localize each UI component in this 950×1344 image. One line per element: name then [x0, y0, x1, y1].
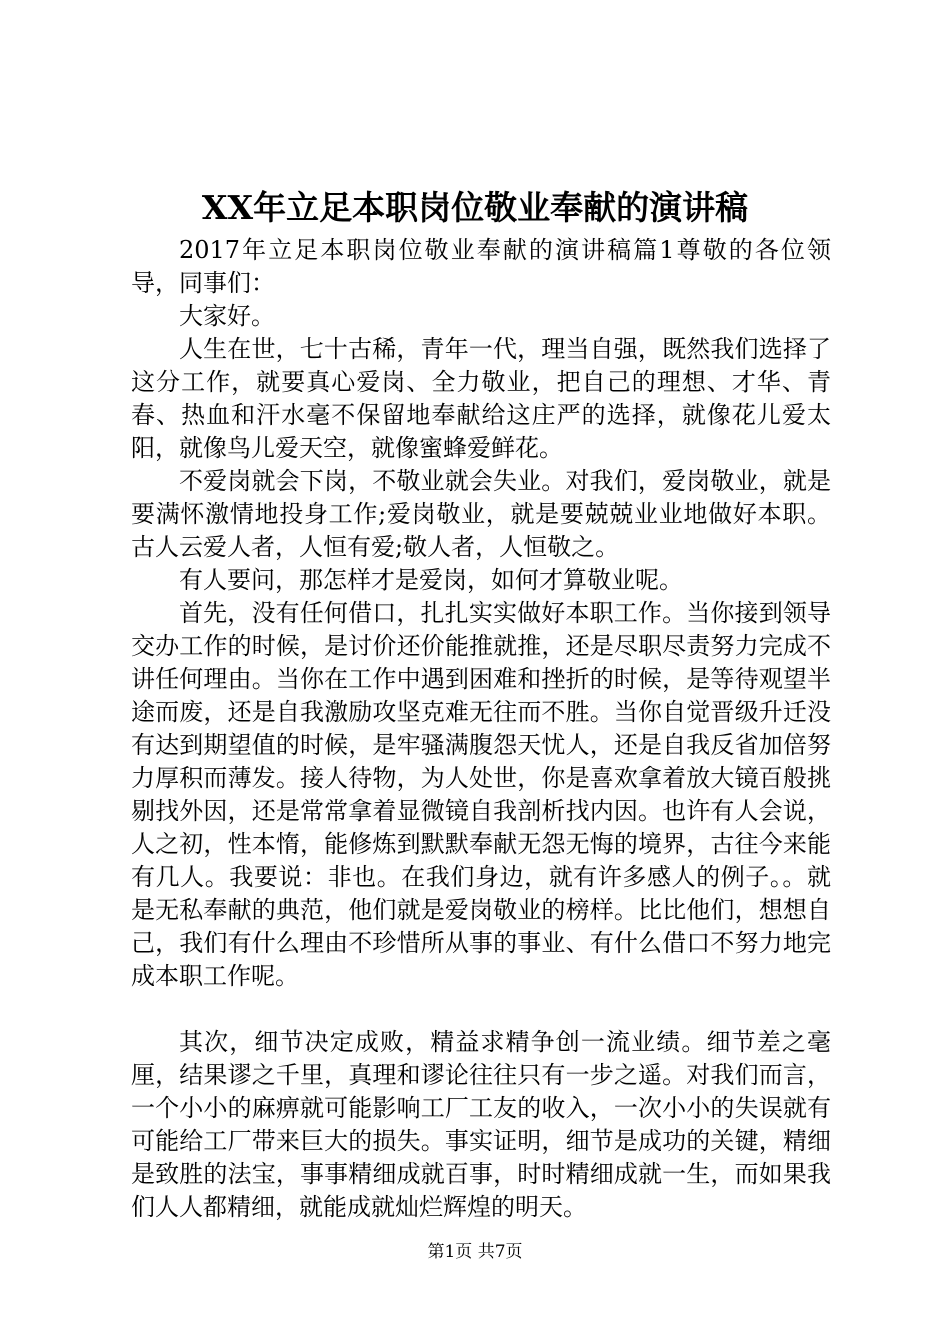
document-title: XX年立足本职岗位敬业奉献的演讲稿: [201, 188, 749, 227]
page-number-footer: 第1页 共7页: [427, 1242, 523, 1262]
paragraph-body: 人生在世，七十古稀，青年一代，理当自强，既然我们选择了这分工作，就要真心爱岗、全力敬业，把自己的理想、才华、青春、热血和汗水毫不保留地奉献给这庄严的选择，就像花儿爱太阳，就像鸟儿爱天空，就像蜜蜂爱鲜花。: [131, 335, 831, 462]
paragraph-body: 其次，细节决定成败，精益求精争创一流业绩。细节差之毫厘，结果谬之千里，真理和谬论往往只有一步之遥。对我们而言，一个小小的麻痹就可能影响工厂工友的收入，一次小小的失误就有可能给工厂带来巨大的损失。事实证明，细节是成功的关键，精细是致胜的法宝，事事精细成就百事，时时精细成就一生，而如果我们人人都精细，就能成就灿烂辉煌的明天。: [131, 1028, 831, 1221]
paragraph-greeting: 大家好。: [179, 302, 275, 330]
paragraph-salutation: 2017年立足本职岗位敬业奉献的演讲稿篇1尊敬的各位领导，同事们：: [131, 236, 831, 297]
paragraph-body: 不爱岗就会下岗，不敬业就会失业。对我们，爱岗敬业，就是要满怀激情地投身工作;爱岗敬业，就是要兢兢业业地做好本职。古人云爱人者，人恒有爱;敬人者，人恒敬之。: [131, 467, 831, 561]
document-body: [131, 234, 831, 1224]
paragraph-body: 首先，没有任何借口，扎扎实实做好本职工作。当你接到领导交办工作的时候，是讨价还价能推就推，还是尽职尽责努力完成不讲任何理由。当你在工作中遇到困难和挫折的时候，是等待观望半途而废，还是自我激励攻坚克难无往而不胜。当你自觉晋级升迁没有达到期望值的时候，是牢骚满腹怨天忧人，还是自我反省加倍努力厚积而薄发。接人待物，为人处世，你是喜欢拿着放大镜百般挑剔找外因，还是常常拿着显微镜自我剖析找内因。也许有人会说，人之初，性本惰，能修炼到默默奉献无怨无悔的境界，古往今来能有几人。我要说：非也。在我们身边，就有许多感人的例子。。就是无私奉献的典范，他们就是爱岗敬业的榜样。比比他们，想想自己，我们有什么理由不珍惜所从事的事业、有什么借口不努力地完成本职工作呢。: [131, 599, 831, 990]
paragraph-body: 有人要问，那怎样才是爱岗，如何才算敬业呢。: [179, 566, 683, 594]
